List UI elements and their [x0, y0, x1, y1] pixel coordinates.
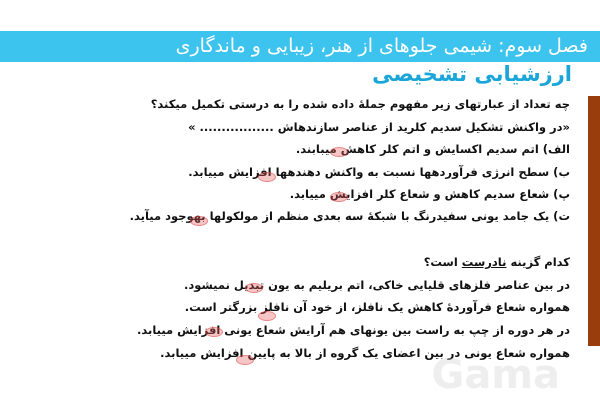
question-2 — [424, 255, 570, 269]
stamp-icon — [258, 311, 276, 321]
question-1-quote: «در واکنش تشکیل سدیم کلرید از عناصر سازندهاش ................. » — [188, 120, 570, 134]
side-accent-bar — [588, 96, 600, 346]
q1-option: الف) اتم سدیم اکسایش و اتم کلر کاهش میبابند. — [295, 142, 570, 156]
stamp-icon — [236, 355, 254, 365]
q2-option: در بین عناصر فلزهای قلیایی خاکی، اتم بریلیم به یون تبدیل نمیشود. — [183, 278, 570, 292]
q2-option: همواره شعاع یونی در بین اعضای یک گروه از بالا به پایین افزایش مییابد. — [160, 346, 570, 360]
q2-option: همواره شعاع فرآوردهٔ کاهش یک نافلز، از خود آن نافلز بزرگتر است. — [184, 300, 570, 314]
q2-post: است؟ — [423, 255, 462, 269]
stamp-icon — [330, 147, 348, 157]
q2-pre: کدام گزینه — [506, 255, 570, 269]
stamp-icon — [190, 216, 208, 226]
section-title: ارزشیابی تشخیصی — [372, 62, 572, 86]
watermark-logo: Gama — [431, 352, 560, 398]
q1-option: ت) یک جامد یونی سفیدرنگ با شبکهٔ سه بعدی منظم از مولکولها بهوجود میآید. — [129, 209, 570, 223]
q1-option: ب) سطح انرژی فرآوردهها نسبت به واکنش دهندهها افزایش مییابد. — [188, 165, 570, 179]
stamp-icon — [330, 192, 348, 202]
stamp-icon — [205, 327, 223, 337]
stamp-icon — [258, 172, 276, 182]
q2-underlined: نادرست — [461, 255, 507, 269]
question-1: چه تعداد از عبارتهای زیر مفهوم جملهٔ داده شده را به درستی تکمیل میکند؟ — [150, 97, 570, 111]
stamp-icon — [245, 283, 263, 293]
q2-option: در هر دوره از چپ به راست بین یونهای هم آرایش شعاع یونی افزایش مییابد. — [136, 323, 570, 337]
q1-option: پ) شعاع سدیم کاهش و شعاع کلر افزایش مییابد. — [289, 187, 570, 201]
chapter-banner: فصل سوم: شیمی جلوهای از هنر، زیبایی و ماندگاری — [0, 31, 600, 62]
